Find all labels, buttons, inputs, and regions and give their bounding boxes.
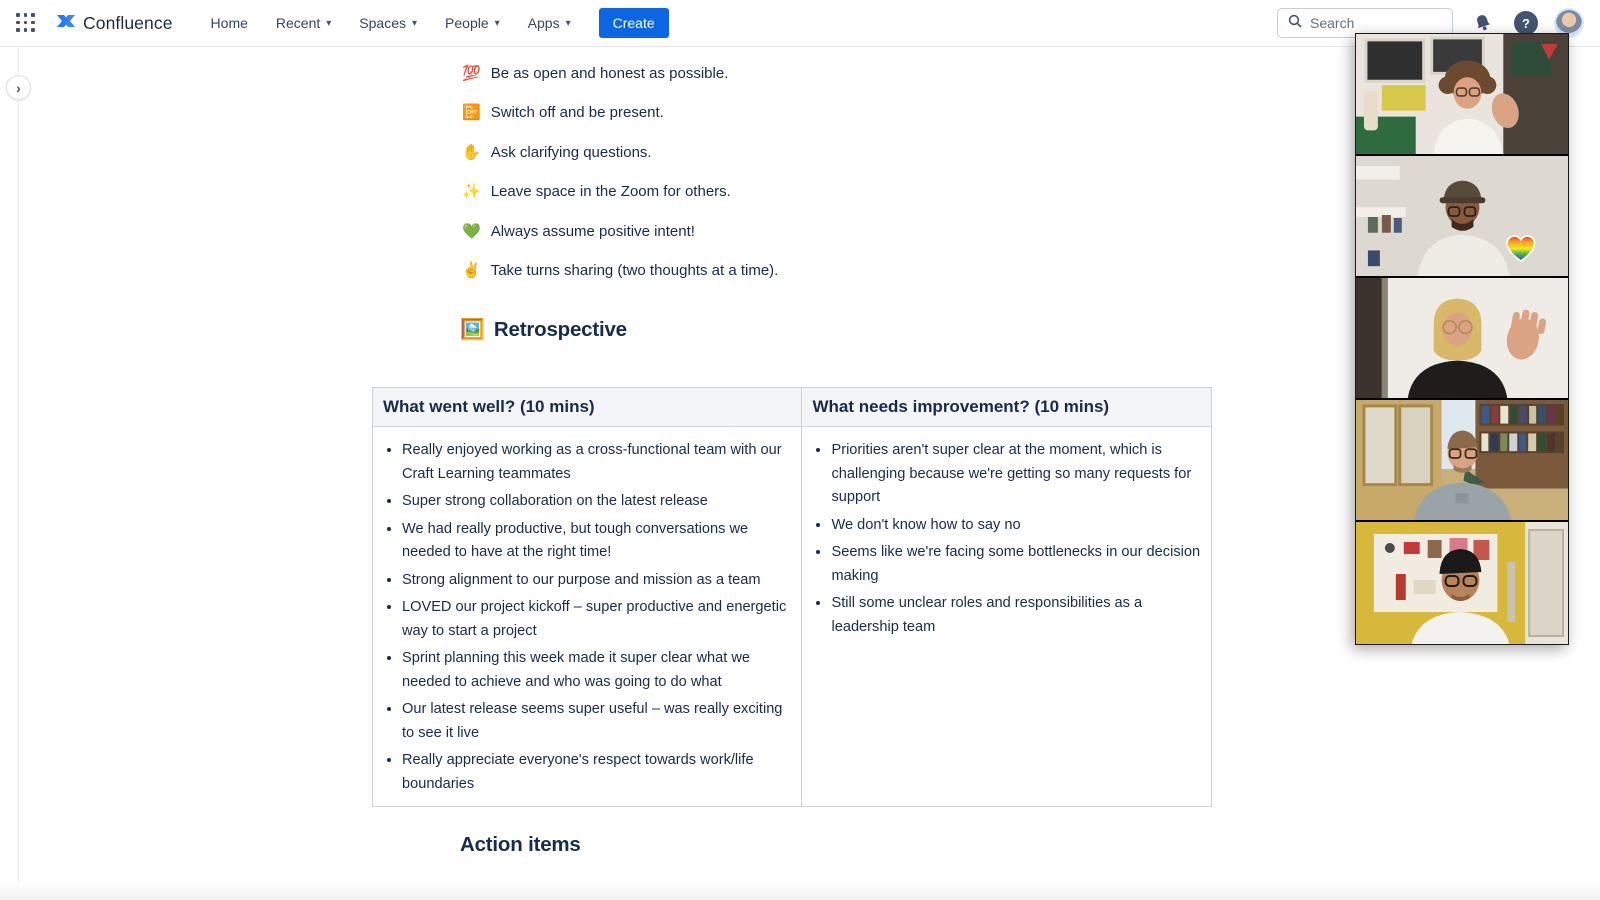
green-heart-icon: 💚 — [462, 222, 481, 240]
norm-item — [462, 143, 778, 161]
sidebar-collapsed-rail — [18, 47, 19, 900]
phone-off-icon: 📴 — [462, 104, 481, 122]
heading-text: Retrospective — [493, 318, 627, 341]
help-glyph: ? — [1514, 11, 1538, 35]
nav-item-spaces[interactable] — [349, 7, 427, 39]
retrospective-heading — [460, 318, 627, 342]
chevron-down-icon: ▾ — [494, 18, 500, 29]
participant-2-video — [1356, 156, 1568, 276]
list-item: • Seems like we're facing some bottlenecks in our decision making — [831, 541, 1201, 588]
heading-text: Action items — [460, 833, 581, 856]
nav-item-apps[interactable] — [518, 7, 581, 39]
norm-item — [462, 64, 778, 82]
hundred-points-icon: 💯 — [462, 64, 481, 82]
video-call-strip — [1355, 33, 1569, 645]
needs-improvement-cell — [802, 427, 1212, 807]
norm-text: Take turns sharing (two thoughts at a time). — [490, 262, 779, 280]
list-item: • Sprint planning this week made it super clear what we needed to achieve and who was going to do what — [402, 647, 791, 694]
page-bottom-fade — [0, 882, 1600, 900]
meeting-norms-list — [462, 64, 778, 302]
norm-item — [462, 104, 778, 122]
table-header-needs-improvement: What needs improvement? (10 mins) — [802, 388, 1212, 427]
framed-picture-icon: 🖼️ — [460, 319, 485, 341]
nav-item-label: Apps — [527, 15, 560, 31]
participant-1-video — [1356, 34, 1568, 154]
raised-hand-icon: ✋ — [462, 143, 481, 161]
list-item: • Really enjoyed working as a cross-functional team with our Craft Learning teammates — [402, 439, 791, 486]
needs-improvement-list — [812, 439, 1201, 639]
list-item: • Priorities aren't super clear at the moment, which is challenging because we're getting so many requests for support — [831, 439, 1201, 510]
nav-item-label: People — [445, 15, 489, 31]
create-button[interactable]: Create — [599, 8, 669, 38]
confluence-logo-icon — [56, 11, 76, 36]
search-input[interactable] — [1310, 15, 1430, 31]
participant-video-1[interactable] — [1356, 34, 1568, 156]
nav-item-label: Home — [210, 15, 248, 31]
participant-video-2[interactable] — [1356, 156, 1568, 278]
sidebar-expand-button[interactable] — [6, 75, 31, 100]
search-icon — [1288, 14, 1302, 33]
chevron-down-icon: ▾ — [412, 18, 418, 29]
list-item: • Strong alignment to our purpose and mission as a team — [402, 569, 791, 593]
nav-item-label: Spaces — [359, 15, 406, 31]
list-item: • Still some unclear roles and responsibilities as a leadership team — [831, 592, 1201, 639]
participant-video-4[interactable] — [1356, 400, 1568, 522]
norm-text: Be as open and honest as possible. — [490, 64, 729, 82]
table-header-went-well: What went well? (10 mins) — [373, 388, 802, 427]
sparkles-icon: ✨ — [462, 183, 481, 201]
norm-text: Always assume positive intent! — [490, 222, 695, 240]
list-item: • Our latest release seems super useful – was really exciting to see it live — [402, 698, 791, 745]
participant-3-video — [1356, 278, 1568, 398]
participant-video-5[interactable] — [1356, 522, 1568, 644]
norm-item — [462, 183, 778, 201]
norm-item — [462, 222, 778, 240]
chevron-down-icon: ▾ — [326, 18, 332, 29]
nav-item-recent[interactable] — [266, 7, 341, 39]
norm-text: Switch off and be present. — [490, 104, 664, 122]
norm-text: Leave space in the Zoom for others. — [490, 183, 731, 201]
nav-item-label: Recent — [275, 15, 321, 31]
list-item: • Really appreciate everyone's respect towards work/life boundaries — [402, 749, 791, 796]
list-item: • Super strong collaboration on the latest release — [402, 490, 791, 514]
went-well-cell — [373, 427, 802, 807]
nav-item-people[interactable] — [435, 7, 510, 39]
participant-video-3[interactable] — [1356, 278, 1568, 400]
action-items-heading — [460, 833, 581, 857]
norm-text: Ask clarifying questions. — [490, 143, 652, 161]
participant-5-video — [1356, 522, 1568, 644]
list-item: • LOVED our project kickoff – super productive and energetic way to start a project — [402, 596, 791, 643]
chevron-right-icon: › — [16, 79, 21, 96]
brand-name: Confluence — [83, 12, 173, 33]
primary-nav — [201, 7, 581, 39]
norm-item — [462, 262, 778, 280]
list-item: • We had really productive, but tough conversations we needed to have at the right time! — [402, 518, 791, 565]
table-row — [373, 427, 1212, 807]
chevron-down-icon: ▾ — [565, 18, 571, 29]
list-item: • We don't know how to say no — [831, 514, 1201, 538]
participant-4-video — [1356, 400, 1568, 520]
confluence-logo[interactable] — [56, 11, 173, 36]
victory-hand-icon: ✌️ — [462, 262, 481, 280]
went-well-list — [383, 439, 791, 796]
app-switcher-icon[interactable] — [16, 13, 36, 33]
nav-item-home[interactable] — [201, 7, 258, 39]
retrospective-table — [372, 387, 1212, 807]
